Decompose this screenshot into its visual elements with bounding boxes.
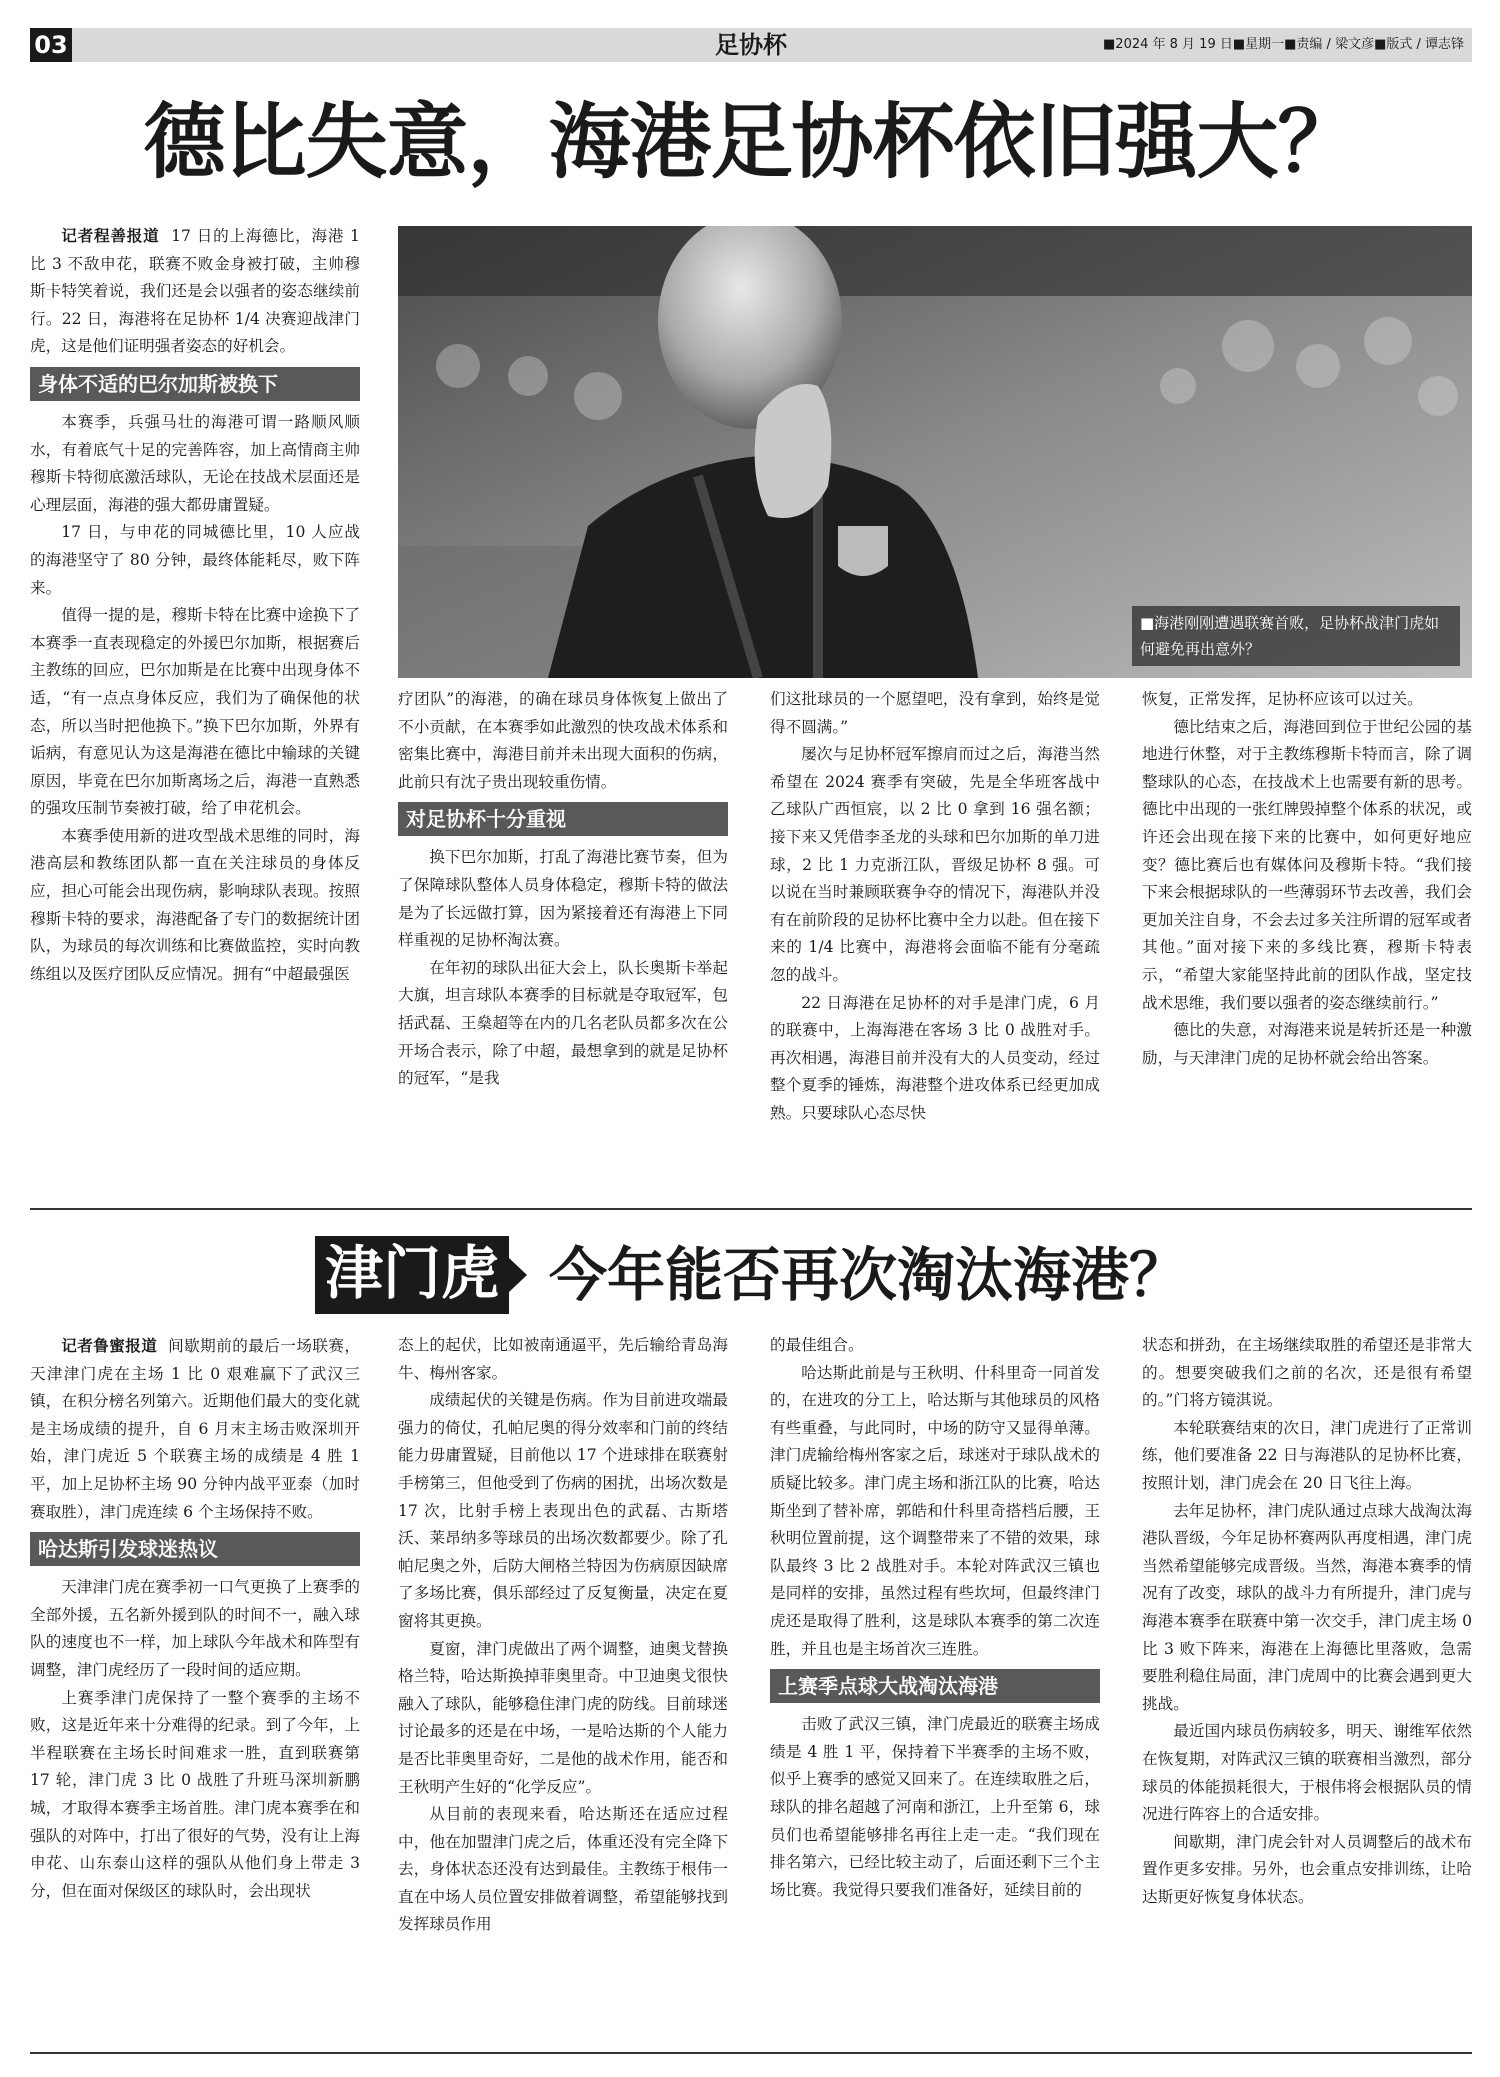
article2-paragraph: 夏窗，津门虎做出了两个调整，迪奥戈替换格兰特，哈达斯换掉菲奥里奇。中卫迪奥戈很快融入了球队，能够稳住津门虎的防线。目前球迷讨论最多的还是在中场，一是哈达斯的个人能力是否比菲奥里奇好，二是他的战术作用，能否和王秋明产生好的“化学反应”。	[398, 1639, 728, 1796]
section-name: 足协杯	[715, 31, 787, 59]
article1-paragraph: 17 日的上海德比，海港 1 比 3 不敌申花，联赛不败金身被打破，主帅穆斯卡特笑着说，我们还是会以强者的姿态继续前行。22 日，海港将在足协杯 1/4 决赛迎战津门虎，这是他们证明强者姿态的好机会。	[30, 227, 360, 356]
article2-subhead-1: 哈达斯引发球迷热议	[30, 1532, 360, 1566]
article2-paragraph: 上赛季津门虎保持了一整个赛季的主场不败，这是近年来十分难得的纪录。到了今年，上半程联赛在主场长时间难求一胜，直到联赛第 17 轮，津门虎 3 比 0 战胜了升班马深圳新鹏城，才取得本赛季主场首胜。津门虎本赛季在和强队的对阵中，打出了很好的气势，没有让上海申花、山东泰山这样的强队从他们身上带走 3 分，但在面对保级区的球队时，会出现状	[30, 1688, 360, 1900]
article1-paragraph: 本赛季使用新的进攻型战术思维的同时，海港高层和教练团队都一直在关注球员的身体反应，担心可能会出现伤病，影响球队表现。按照穆斯卡特的要求，海港配备了专门的数据统计团队，为球员的每次训练和比赛做监控，实时向教练组以及医疗团队反应情况。拥有“中超最强医	[30, 826, 360, 983]
article2-headline-text: 今年能否再次淘汰海港？	[549, 1241, 1188, 1309]
article1-column-3	[770, 686, 1100, 1182]
page-number: 03	[30, 28, 72, 62]
page-header	[30, 28, 1472, 62]
article1-paragraph: 恢复，正常发挥，足协杯应该可以过关。	[1142, 690, 1423, 708]
article1-paragraph: 值得一提的是，穆斯卡特在比赛中途换下了本赛季一直表现稳定的外援巴尔加斯，根据赛后主教练的回应，巴尔加斯是在比赛中出现身体不适，“有一点点身体反应，我们为了确保他的状态，所以当时把他换下。”换下巴尔加斯，外界有诟病，有意见认为这是海港在德比中输球的关键原因，毕竟在巴尔加斯离场之后，海港一直熟悉的强攻压制节奏被打破，给了申花机会。	[30, 606, 360, 818]
article1-paragraph: 们这批球员的一个愿望吧，没有拿到，始终是觉得不圆满。”	[770, 690, 1100, 736]
issue-meta: ■2024 年 8 月 19 日■星期一■责编 / 梁文彦■版式 / 谭志锋	[1103, 37, 1464, 52]
photo-caption: ■海港刚刚遭遇联赛首败，足协杯战津门虎如何避免再出意外？	[1132, 606, 1460, 666]
article1-paragraph: 换下巴尔加斯，打乱了海港比赛节奏，但为了保障球队整体人员身体稳定，穆斯卡特的做法是为了长远做打算，因为紧接着还有海港上下同样重视的足协杯淘汰赛。	[398, 848, 728, 950]
article2-column-4	[1142, 1332, 1472, 2037]
article2-column-3	[770, 1332, 1100, 2037]
coach-photo	[398, 226, 1472, 678]
article2-paragraph: 状态和拼劲，在主场继续取胜的希望还是非常大的。想要突破我们之前的名次，还是很有希望的。”门将方镜淇说。	[1142, 1336, 1472, 1410]
article1-column-2	[398, 686, 728, 1182]
article2-paragraph: 本轮联赛结束的次日，津门虎进行了正常训练，他们要准备 22 日与海港队的足协杯比赛，按照计划，津门虎会在 20 日飞往上海。	[1142, 1418, 1472, 1492]
article1-column-1	[30, 222, 360, 1182]
article-divider	[30, 1208, 1472, 1210]
article2-paragraph: 的最佳组合。	[770, 1336, 864, 1354]
article1-subhead-2: 对足协杯十分重视	[398, 802, 728, 836]
article1-subhead-1: 身体不适的巴尔加斯被换下	[30, 367, 360, 401]
article2-paragraph: 间歇期，津门虎会针对人员调整后的战术布置作更多安排。另外，也会重点安排训练，让哈达斯更好恢复身体状态。	[1142, 1832, 1472, 1906]
article1-paragraph: 在年初的球队出征大会上，队长奥斯卡举起大旗，坦言球队本赛季的目标就是夺取冠军，包括武磊、王燊超等在内的几名老队员都多次在公开场合表示，除了中超，最想拿到的就是足协杯的冠军，“是我	[398, 958, 728, 1088]
article1-paragraph: 德比结束之后，海港回到位于世纪公园的基地进行休整，对于主教练穆斯卡特而言，除了调整球队的心态，在技战术上也需要有新的思考。德比中出现的一张红牌毁掉整个体系的状况，或许还会出现在接下来的比赛中，如何更好地应变？德比赛后也有媒体问及穆斯卡特。“我们接下来会根据球队的一些薄弱环节去改善，我们会更加关注自身，不会去过多关注所谓的冠军或者其他。”面对接下来的多线比赛，穆斯卡特表示，“希望大家能坚持此前的团队作战，坚定技战术思维，我们要以强者的姿态继续前行。”	[1142, 717, 1472, 1012]
article2-paragraph: 击败了武汉三镇，津门虎最近的联赛主场成绩是 4 胜 1 平，保持着下半赛季的主场不败，似乎上赛季的感觉又回来了。在连续取胜之后，球队的排名超越了河南和浙江，上升至第 6，球员们也希望能够排名再往上走一走。“我们现在排名第六，已经比较主动了，后面还剩下三个主场比赛。我觉得只要我们准备好，延续目前的	[770, 1715, 1100, 1899]
article1-column-4	[1142, 686, 1472, 1182]
article1-paragraph: 22 日海港在足协杯的对手是津门虎，6 月的联赛中，上海海港在客场 3 比 0 战胜对手。再次相遇，海港目前并没有大的人员变动，经过整个夏季的锤炼，海港整个进攻体系已经更加成熟。只要球队心态尽快	[770, 993, 1100, 1122]
article2-paragraph: 从目前的表现来看，哈达斯还在适应过程中，他在加盟津门虎之后，体重还没有完全降下去，身体状态还没有达到最佳。主教练于根伟一直在中场人员位置安排做着调整，希望能够找到发挥球员作用	[398, 1805, 728, 1934]
article2-paragraph: 态上的起伏，比如被南通逼平，先后输给青岛海牛、梅州客家。	[398, 1336, 728, 1382]
article2-paragraph: 去年足协杯，津门虎队通过点球大战淘汰海港队晋级，今年足协杯赛两队再度相遇，津门虎当然希望能够完成晋级。当然，海港本赛季的情况有了改变，球队的战斗力有所提升，津门虎与海港本赛季在联赛中第一次交手，津门虎主场 0 比 3 败下阵来，海港在上海德比里落败，急需要胜利稳住局面，津门虎周中的比赛会遇到更大挑战。	[1142, 1501, 1472, 1713]
article2-paragraph: 哈达斯此前是与王秋明、什科里奇一同首发的，在进攻的分工上，哈达斯与其他球员的风格有些重叠，与此同时，中场的防守又显得单薄。津门虎输给梅州客家之后，球迷对于球队战术的质疑比较多。津门虎主场和浙江队的比赛，哈达斯坐到了替补席，郭皓和什科里奇搭档后腰，王秋明位置前提，这个调整带来了不错的效果，球队最终 3 比 2 战胜对手。本轮对阵武汉三镇也是同样的安排，虽然过程有些坎坷，但最终津门虎还是取得了胜利，这是球队本赛季的第二次连胜，并且也是主场首次三连胜。	[770, 1363, 1100, 1658]
article2-paragraph: 最近国内球员伤病较多，明天、谢维军依然在恢复期，对阵武汉三镇的联赛相当激烈，部分球员的体能损耗很大，于根伟将会根据队员的情况进行阵容上的合适安排。	[1142, 1722, 1472, 1824]
article2-paragraph: 天津津门虎在赛季初一口气更换了上赛季的全部外援，五名新外援到队的时间不一，融入球队的速度也不一样，加上球队今年战术和阵型有调整，津门虎经历了一段时间的适应期。	[30, 1578, 360, 1679]
article2-headline-box: 津门虎	[315, 1236, 509, 1314]
article1-headline: 德比失意，海港足协杯依旧强大？	[143, 94, 1359, 190]
article1-paragraph: 屡次与足协杯冠军擦肩而过之后，海港当然希望在 2024 赛季有突破，先是全华班客战中乙球队广西恒宸，以 2 比 0 拿到 16 强名额；接下来又凭借李圣龙的头球和巴尔加斯的单刀进球，2 比 1 力克浙江队，晋级足协杯 8 强。可以说在当时兼顾联赛争夺的情况下，海港队并没有在前阶段的足协杯比赛中全力以赴。但在接下来的 1/4 比赛中，海港将会面临不能有分毫疏忽的战斗。	[770, 745, 1100, 984]
article2-paragraph: 成绩起伏的关键是伤病。作为目前进攻端最强力的倚仗，孔帕尼奥的得分效率和门前的终结能力毋庸置疑，目前他以 17 个进球排在联赛射手榜第三，但他受到了伤病的困扰，出场次数是 17 次，比射手榜上表现出色的武磊、古斯塔沃、莱昂纳多等球员的出场次数都要少。除了孔帕尼奥之外，后防大闸格兰特因为伤病原因缺席了多场比赛，俱乐部经过了反复衡量，决定在夏窗将其更换。	[398, 1391, 728, 1630]
article2-column-2	[398, 1332, 728, 2037]
article2-subhead-2: 上赛季点球大战淘汰海港	[770, 1669, 1100, 1703]
article2-paragraph: 间歇期前的最后一场联赛，天津津门虎在主场 1 比 0 艰难赢下了武汉三镇，在积分榜名列第六。近期他们最大的变化就是主场成绩的提升，自 6 月末主场击败深圳开始，津门虎近 5 个联赛主场的成绩是 4 胜 1 平，加上足协杯主场 90 分钟内战平亚泰（加时赛取胜），津门虎连续 6 个主场保持不败。	[30, 1337, 360, 1521]
article1-paragraph: 疗团队”的海港，的确在球员身体恢复上做出了不小贡献，在本赛季如此激烈的快攻战术体系和密集比赛中，海港目前并未出现大面积的伤病，此前只有沈子贵出现较重伤情。	[398, 690, 728, 791]
bottom-rule	[30, 2052, 1472, 2054]
article2-headline	[30, 1236, 1472, 1316]
article1-byline: 记者程善报道	[61, 226, 160, 245]
article2-column-1	[30, 1332, 360, 2037]
article1-paragraph: 本赛季，兵强马壮的海港可谓一路顺风顺水，有着底气十足的完善阵容，加上高情商主帅穆斯卡特彻底激活球队，无论在技战术层面还是心理层面，海港的强大都毋庸置疑。	[30, 412, 360, 514]
article1-paragraph: 德比的失意，对海港来说是转折还是一种激励，与天津津门虎的足协杯就会给出答案。	[1142, 1021, 1472, 1067]
article1-paragraph: 17 日，与申花的同城德比里，10 人应战的海港坚守了 80 分钟，最终体能耗尽，败下阵来。	[30, 523, 360, 597]
article2-byline: 记者鲁蜜报道	[61, 1336, 158, 1355]
